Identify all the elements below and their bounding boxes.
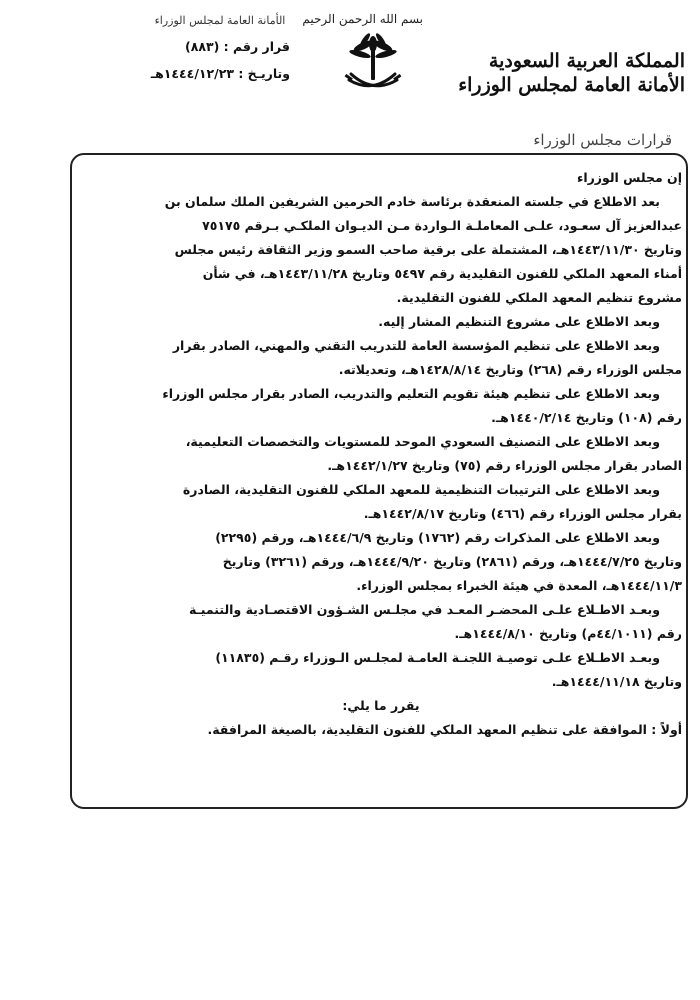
palm-and-swords-emblem-icon xyxy=(341,30,405,98)
paragraph-6-line-1: وبعد الاطلاع على الترتيبات التنظيمية للمعهد الملكي للفنون التقليدية، الصادرة xyxy=(182,482,660,497)
paragraph-2: وبعد الاطلاع على مشروع التنظيم المشار إليه. xyxy=(378,314,660,329)
paragraph-1-line-2: عبدالعزيز آل سعـود، علـى المعاملـة الـواردة مـن الديـوان الملكـي بـرقم ٧٥١٧٥ xyxy=(202,218,682,233)
paragraph-8-line-2: رقم (٤٤/١٠١١م) وتاريخ ١٤٤٤/٨/١٠هـ. xyxy=(454,626,682,641)
paragraph-8-line-1: وبعـد الاطـلاع علـى المحضـر المعـد في مجلـس الشـؤون الاقتصـادية والتنميـة xyxy=(188,602,660,617)
paragraph-9-line-2: وتاريخ ١٤٤٤/١١/١٨هـ. xyxy=(551,674,682,689)
paragraph-5-line-2: الصادر بقرار مجلس الوزراء رقم (٧٥) وتاريخ ١٤٤٢/١/٢٧هـ. xyxy=(327,458,682,473)
paragraph-1-line-5: مشروع تنظيم المعهد الملكي للفنون التقليدية. xyxy=(396,290,682,305)
paragraph-1-line-3: وتاريخ ١٤٤٣/١١/٣٠هـ، المشتملة على برقية صاحب السمو وزير الثقافة رئيس مجلس xyxy=(174,242,682,257)
secretariat-stamp-small: الأمانة العامة لمجلس الوزراء xyxy=(154,14,286,27)
council-decisions-title: قرارات مجلس الوزراء xyxy=(533,131,672,149)
decides-heading: يقرر ما يلي: xyxy=(342,698,420,713)
paragraph-7-line-1: وبعد الاطلاع على المذكرات رقم (١٧٦٢) وتاريخ ١٤٤٤/٦/٩هـ، ورقم (٢٢٩٥) xyxy=(215,530,660,545)
paragraph-7-line-2: وتاريخ ١٤٤٤/٧/٢٥هـ، ورقم (٢٨٦١) وتاريخ ١٤٤٤/٩/٢٠هـ، ورقم (٣٢٦١) وتاريخ xyxy=(222,554,682,569)
issuer-block xyxy=(458,50,685,96)
paragraph-4-line-2: رقم (١٠٨) وتاريخ ١٤٤٠/٢/١٤هـ. xyxy=(491,410,682,425)
emblem-block xyxy=(302,12,423,98)
decision-item-1: أولاً : الموافقة على تنظيم المعهد الملكي للفنون التقليدية، بالصيغة المرافقة. xyxy=(207,722,682,737)
paragraph-3-line-2: مجلس الوزراء رقم (٢٦٨) وتاريخ ١٤٢٨/٨/١٤هـ، وتعديلاته. xyxy=(338,362,682,377)
decision-body xyxy=(80,166,682,742)
decision-date: وتاريـخ : ١٤٤٤/١٢/٢٣هـ xyxy=(150,66,290,81)
kingdom-name: المملكة العربية السعودية xyxy=(488,50,685,72)
paragraph-3-line-1: وبعد الاطلاع على تنظيم المؤسسة العامة للتدريب التقني والمهني، الصادر بقرار xyxy=(172,338,660,353)
paragraph-9-line-1: وبعـد الاطـلاع علـى توصيـة اللجنـة العامـة لمجلـس الـوزراء رقـم (١١٨٣٥) xyxy=(215,650,660,665)
basmala: بسم الله الرحمن الرحيم xyxy=(302,12,423,26)
paragraph-6-line-2: بقرار مجلس الوزراء رقم (٤٦٦) وتاريخ ١٤٤٢/٨/١٧هـ. xyxy=(363,506,682,521)
decision-number: قرار رقم : (٨٨٣) xyxy=(184,39,290,54)
paragraph-1-line-1: بعد الاطلاع في جلسته المنعقدة برئاسة خادم الحرمين الشريفين الملك سلمان بن xyxy=(164,194,660,209)
paragraph-7-line-3: ١٤٤٤/١١/٣هـ، المعدة في هيئة الخبراء بمجلس الوزراء. xyxy=(356,578,682,593)
paragraph-1-line-4: أمناء المعهد الملكي للفنون التقليدية رقم ٥٤٩٧ وتاريخ ١٤٤٣/١١/٢٨هـ، في شأن xyxy=(202,266,682,281)
opening-line: إن مجلس الوزراء xyxy=(576,170,682,185)
paragraph-5-line-1: وبعد الاطلاع على التصنيف السعودي الموحد للمستويات والتخصصات التعليمية، xyxy=(185,434,660,449)
secretariat-name: الأمانة العامة لمجلس الوزراء xyxy=(458,74,685,96)
paragraph-4-line-1: وبعد الاطلاع على تنظيم هيئة تقويم التعليم والتدريب، الصادر بقرار مجلس الوزراء xyxy=(162,386,660,401)
decision-reference-block xyxy=(150,14,290,81)
